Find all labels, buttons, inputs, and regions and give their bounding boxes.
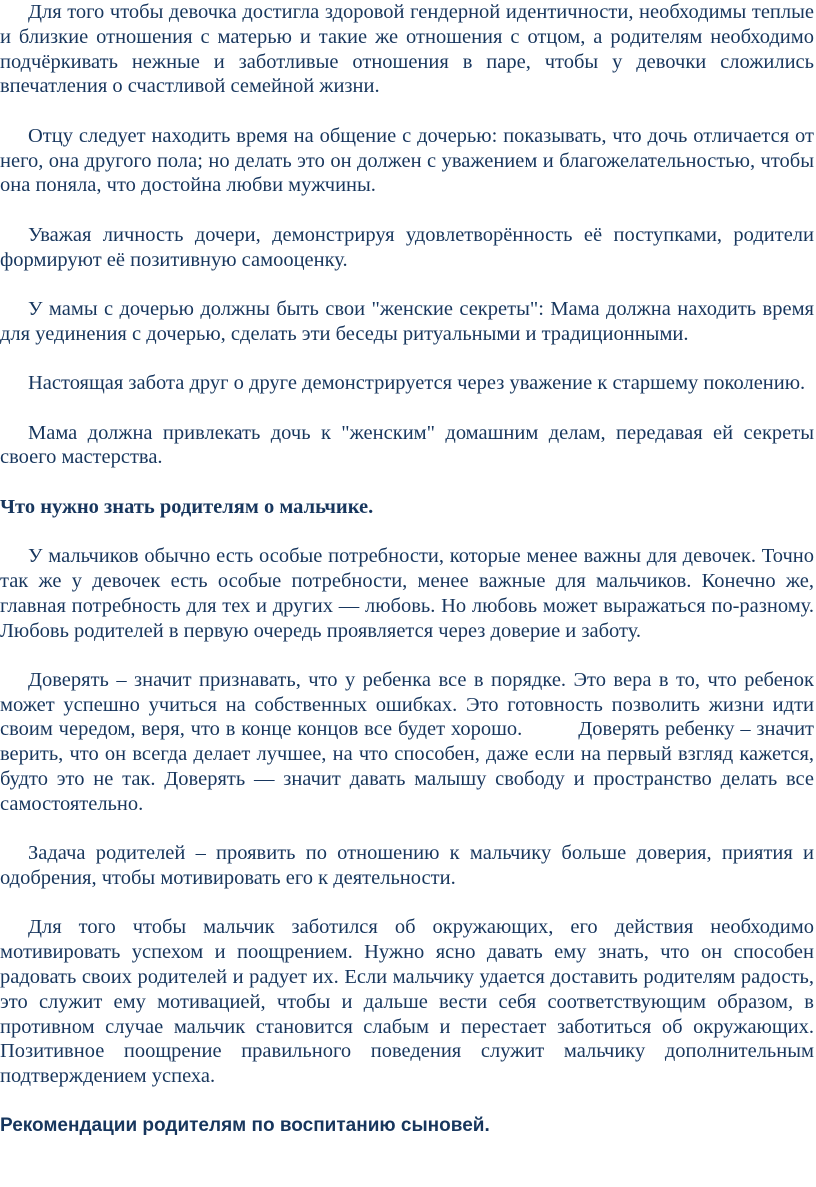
paragraph-respect-elders: Настоящая забота друг о друге демонстрируется через уважение к старшему поколению. [28, 372, 806, 395]
trust-text-part-1: Доверять – значит признавать, что у ребенка все в порядке. Это вера в то, что ребенок может успешно учиться на собственных ошибках. Это готовность позволить жизни идти своим чередом, веря, что в конце концов все будет хорошо. [0, 668, 814, 741]
paragraph-gap [0, 891, 814, 916]
paragraph-gap [0, 520, 814, 545]
paragraph-gap [0, 396, 814, 421]
heading-about-boys: Что нужно знать родителям о мальчике. [0, 495, 374, 518]
paragraph-gap [0, 272, 814, 297]
paragraph-gap [0, 1089, 814, 1114]
paragraph-gap [0, 99, 814, 124]
paragraph-gap [0, 643, 814, 668]
paragraph-gap [0, 470, 814, 495]
paragraph-parents-task: Задача родителей – проявить по отношению к мальчику больше доверия, приятия и одобрения, чтобы мотивировать его к деятельности. [0, 842, 814, 890]
paragraph-boys-needs: У мальчиков обычно есть особые потребности, которые менее важны для девочек. Точно так же у девочек есть особые потребности, менее важные для мальчиков. Конечно же, главная потребность для тех и других — любовь. Но любовь может выражаться по-разному. Любовь родителей в первую очередь проявляется через доверие и заботу. [0, 545, 814, 642]
heading-recommendations: Рекомендации родителям по воспитанию сыновей. [0, 1114, 490, 1136]
paragraph-womens-secrets: У мамы с дочерью должны быть свои "женские секреты": Мама должна находить время для уединения с дочерью, сделать эти беседы ритуальными и традиционными. [0, 297, 814, 345]
paragraph-gap [0, 198, 814, 223]
paragraph-trust [0, 668, 814, 817]
paragraph-father-time: Отцу следует находить время на общение с дочерью: показывать, что дочь отличается от него, она другого пола; но делать это он должен с уважением и благожелательностью, чтобы она поняла, что достойна любви мужчины. [0, 124, 814, 197]
paragraph-household-chores: Мама должна привлекать дочь к "женским" домашним делам, передавая ей секреты своего мастерства. [0, 421, 814, 469]
paragraph-motivation: Для того чтобы мальчик заботился об окружающих, его действия необходимо мотивировать успехом и поощрением. Нужно ясно давать ему знать, что он способен радовать своих родителей и радует их. Если мальчику удается доставить родителям радость, это служит ему мотивацией, чтобы и дальше вести себя соответствующим образом, в противном случае мальчик становится слабым и перестает заботиться об окружающих. Позитивное поощрение правильного поведения служит мальчику дополнительным подтверждением успеха. [0, 916, 814, 1088]
paragraph-healthy-identity: Для того чтобы девочка достигла здоровой гендерной идентичности, необходимы теплые и близкие отношения с матерью и такие же отношения с отцом, а родителям необходимо подчёркивать нежные и заботливые отношения в паре, чтобы у девочки сложились впечатления о счастливой семейной жизни. [0, 1, 814, 98]
paragraph-self-esteem: Уважая личность дочери, демонстрируя удовлетворённость её поступками, родители формируют её позитивную самооценку. [0, 223, 814, 271]
paragraph-gap [0, 817, 814, 842]
trust-text-part-2: Доверять ребенку – значит верить, что он всегда делает лучшее, на что способен, даже если на первый взгляд кажется, будто это не так. Доверять — значит давать малышу свободу и пространство делать все самостоятельно. [0, 718, 814, 815]
paragraph-gap [0, 347, 814, 372]
